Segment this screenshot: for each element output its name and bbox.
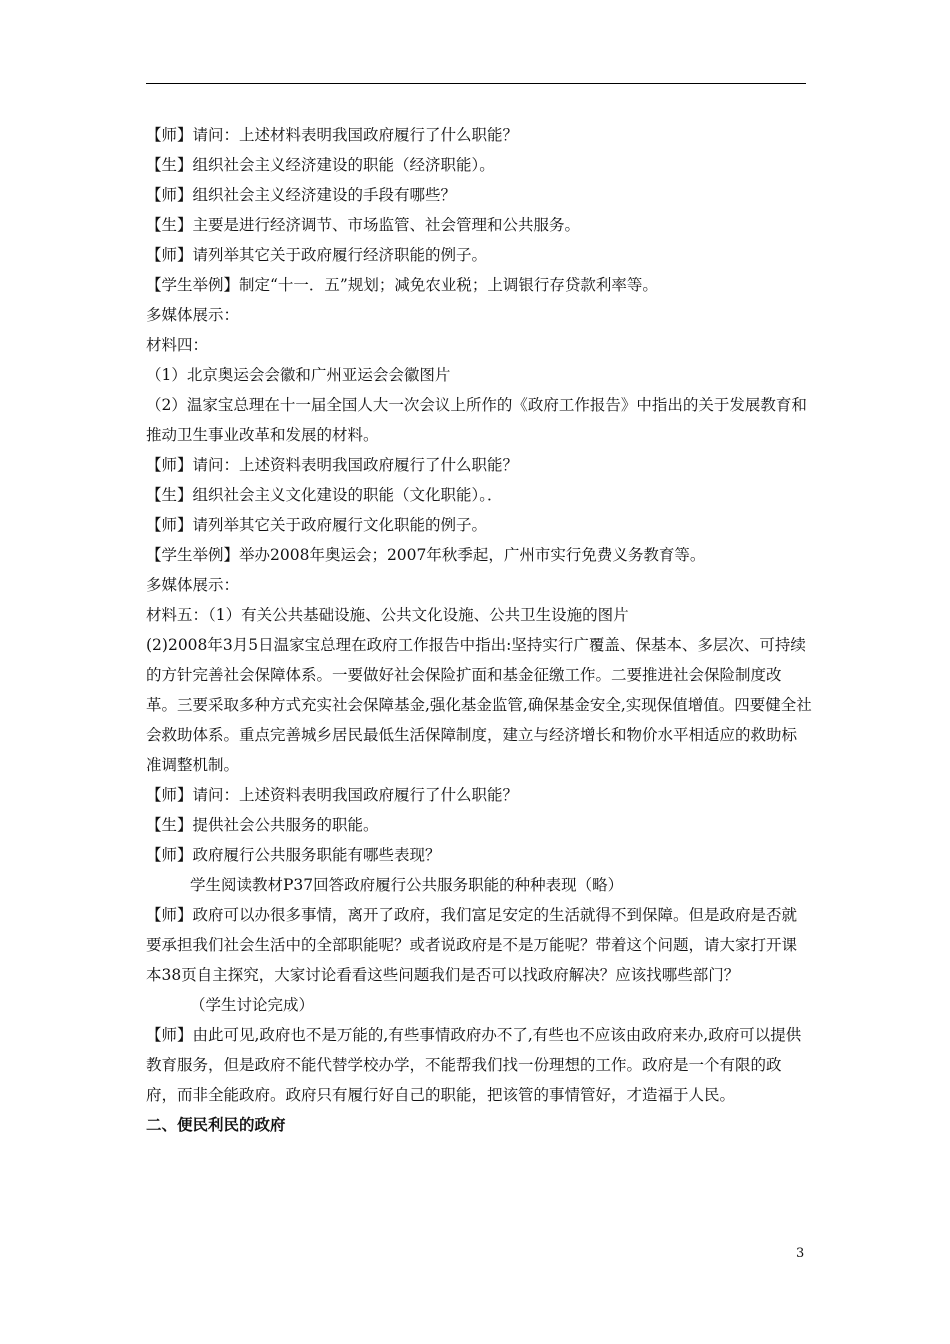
- material-four-item-1: （1）北京奥运会会徽和广州亚运会会徽图片: [146, 366, 451, 384]
- teacher-question-1: 【师】请问：上述材料表明我国政府履行了什么职能？: [146, 126, 519, 144]
- teacher-paragraph-2: 【师】由此可见,政府也不是万能的,有些事情政府办不了,有些也不应该由政府来办,政府可以提供教育服务，但是政府不能代替学校办学，不能帮我们找一份理想的工作。政府是一个有限的政府，而非全能政府。政府只有履行好自己的职能，把该管的事情管好，才造福于人民。: [146, 1026, 802, 1104]
- teacher-question-6: 【师】请问：上述资料表明我国政府履行了什么职能？: [146, 786, 519, 804]
- section-heading: 二、便民利民的政府: [146, 1116, 286, 1134]
- teacher-question-3: 【师】请列举其它关于政府履行经济职能的例子。: [146, 246, 488, 264]
- student-answer-1: 【生】组织社会主义经济建设的职能（经济职能）。: [146, 156, 495, 174]
- student-reading-note: 学生阅读教材P37回答政府履行公共服务职能的种种表现（略）: [190, 876, 624, 894]
- material-four-heading: 材料四：: [146, 336, 209, 354]
- multimedia-label-1: 多媒体展示：: [146, 306, 240, 324]
- page-number: 3: [796, 1246, 805, 1261]
- teacher-question-2: 【师】组织社会主义经济建设的手段有哪些？: [146, 186, 457, 204]
- document-body: [146, 120, 812, 1140]
- student-answer-4: 【生】提供社会公共服务的职能。: [146, 816, 379, 834]
- student-example-2: 【学生举例】举办2008年奥运会；2007年秋季起，广州市实行免费义务教育等。: [146, 546, 706, 564]
- student-answer-3: 【生】组织社会主义文化建设的职能（文化职能）。．: [146, 486, 503, 504]
- header-rule: [146, 83, 806, 84]
- student-answer-2: 【生】主要是进行经济调节、市场监管、社会管理和公共服务。: [146, 216, 581, 234]
- teacher-question-5: 【师】请列举其它关于政府履行文化职能的例子。: [146, 516, 488, 534]
- teacher-question-4: 【师】请问：上述资料表明我国政府履行了什么职能？: [146, 456, 519, 474]
- student-example-1: 【学生举例】制定“十一．五”规划；减免农业税；上调银行存贷款利率等。: [146, 276, 658, 294]
- teacher-question-7: 【师】政府履行公共服务职能有哪些表现？: [146, 846, 441, 864]
- material-five-heading: 材料五：（1）有关公共基础设施、公共文化设施、公共卫生设施的图片: [146, 606, 629, 624]
- teacher-paragraph-1: 【师】政府可以办很多事情，离开了政府，我们富足安定的生活就得不到保障。但是政府是否就要承担我们社会生活中的全部职能呢？或者说政府是不是万能呢？带着这个问题，请大家打开课本38页自主探究，大家讨论看看这些问题我们是否可以找政府解决？应该找哪些部门？: [146, 906, 798, 984]
- multimedia-label-2: 多媒体展示：: [146, 576, 240, 594]
- student-discussion-note: （学生讨论完成）: [190, 996, 315, 1014]
- material-five-item-2: (2)2008年3月5日温家宝总理在政府工作报告中指出:坚持实行广覆盖、保基本、多层次、可持续的方针完善社会保障体系。一要做好社会保险扩面和基金征缴工作。二要推进社会保险制度改革。三要采取多种方式充实社会保障基金,强化基金监管,确保基金安全,实现保值增值。四要健全社会救助体系。重点完善城乡居民最低生活保障制度，建立与经济增长和物价水平相适应的救助标准调整机制。: [146, 636, 812, 774]
- material-four-item-2: （2）温家宝总理在十一届全国人大一次会议上所作的《政府工作报告》中指出的关于发展教育和推动卫生事业改革和发展的材料。: [146, 396, 807, 444]
